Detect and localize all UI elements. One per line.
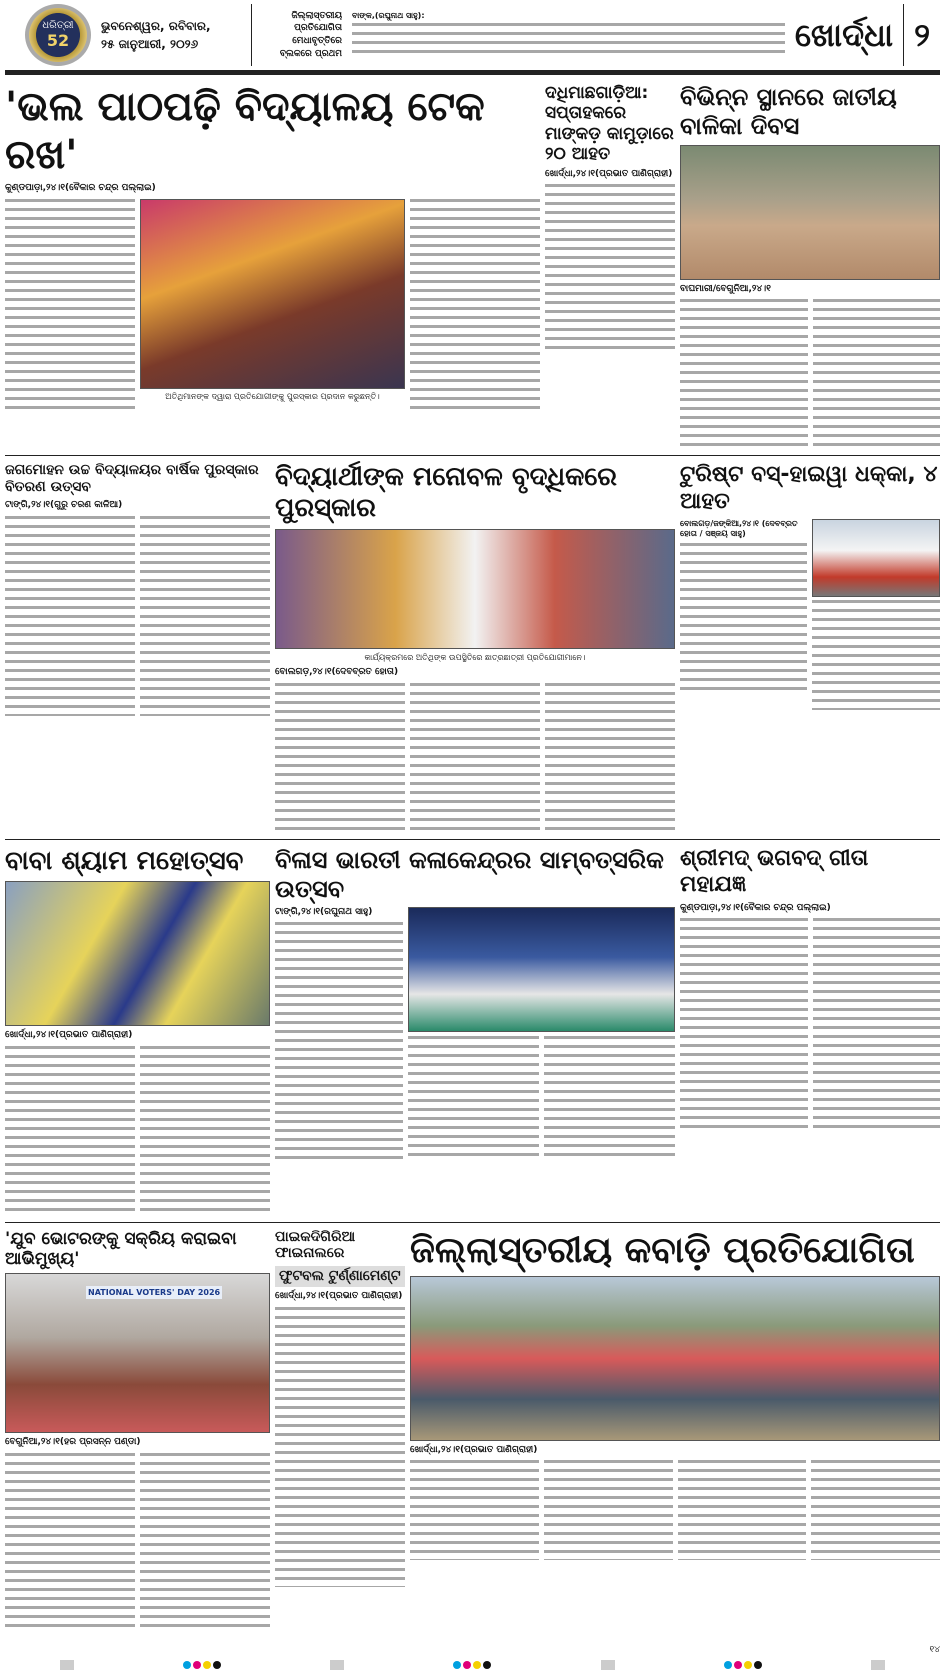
byline: ଖୋର୍ଦ୍ଧା,୨୪।୧(ପ୍ରଭାତ ପାଣିଗ୍ରାହୀ) bbox=[410, 1444, 538, 1455]
headline: ଶ୍ରୀମଦ୍ ଭଗବଦ୍ ଗୀତା ମହାଯଜ୍ଞ bbox=[680, 845, 869, 898]
students-award-photo bbox=[275, 529, 675, 649]
article-text bbox=[544, 1460, 673, 1560]
article-text bbox=[813, 918, 941, 1128]
dateline bbox=[101, 17, 241, 53]
photo-caption: କାର୍ଯ୍ୟକ୍ରମରେ ଅତିଥିଙ୍କ ଉପସ୍ଥିତିରେ ଛାତ୍ରଛାତ୍ରୀ ପ୍ରତିଯୋଗୀମାନେ। bbox=[364, 652, 586, 662]
headline: ଜଗମୋହନ ଉଚ୍ଚ ବିଦ୍ୟାଳୟର ବାର୍ଷିକ ପୁରସ୍କାର ବିତରଣ ଉତ୍ସବ bbox=[5, 462, 259, 496]
story-student-morale bbox=[275, 462, 675, 832]
headline: 'ଯୁବ ଭୋଟରଙ୍କୁ ସକ୍ରିୟ କରାଇବା ଆଭିମୁଖ୍ୟ' bbox=[5, 1228, 237, 1269]
voters-day-photo bbox=[5, 1273, 270, 1433]
kabaddi-photo bbox=[410, 1276, 940, 1441]
headline: ଜିଲ୍ଲାସ୍ତରୀୟ କବାଡ଼ି ପ୍ରତିଯୋଗିତା bbox=[410, 1229, 915, 1271]
article-text bbox=[811, 1460, 940, 1560]
article-text bbox=[544, 1036, 675, 1161]
byline: କୁଣ୍ଡପାଡ଼ା,୨୪।୧(ବୈକାର ଚନ୍ଦ୍ର ପଲ୍ଲାଇ) bbox=[680, 902, 831, 913]
byline: କୁଣ୍ଡପାଡ଼ା,୨୪।୧(ବୈକାର ଚନ୍ଦ୍ର ପଲ୍ଲାଇ) bbox=[5, 183, 156, 193]
divider bbox=[903, 4, 904, 66]
headline: ଦଧିମାଛଗାଡ଼ିଆ: ସପ୍ତାହକରେ ମାଙ୍କଡ଼ କାମୁଡ଼ାରେ ୨୦ ଆହତ bbox=[545, 83, 674, 165]
story-kabaddi bbox=[410, 1229, 940, 1561]
divider bbox=[5, 455, 940, 456]
article-text bbox=[410, 683, 540, 833]
story-voters-day bbox=[5, 1229, 270, 1633]
masthead bbox=[5, 4, 940, 75]
article-text bbox=[545, 184, 675, 354]
article-text bbox=[275, 1307, 405, 1587]
article-text bbox=[5, 1453, 135, 1633]
story-monkey-bite bbox=[545, 83, 675, 354]
banner-text: NATIONAL VOTERS' DAY 2026 bbox=[88, 1288, 221, 1298]
masthead-logo bbox=[25, 4, 91, 66]
headline: ବିଳାସ ଭାରତୀ କଳାକେନ୍ଦ୍ରର ସାମ୍ବତ୍ସରିକ ଉତ୍ସବ bbox=[275, 845, 664, 903]
divider bbox=[5, 1222, 940, 1223]
article-text bbox=[680, 299, 808, 449]
article-text bbox=[680, 918, 808, 1128]
article-text bbox=[545, 683, 675, 833]
byline: ବେଗୁନିଆ,୨୪।୧(ହର ପ୍ରସନ୍ନ ପଣ୍ଡା) bbox=[5, 1437, 141, 1448]
headline: ଟୁରିଷ୍ଟ ବସ୍-ହାଇୱା ଧକ୍କା, ୪ ଆହତ bbox=[680, 462, 938, 514]
registration-marks bbox=[5, 1660, 940, 1670]
article-text bbox=[410, 1460, 539, 1560]
baba-shyam-photo bbox=[5, 881, 270, 1026]
divider bbox=[5, 839, 940, 840]
article-text bbox=[680, 543, 807, 693]
story-football bbox=[275, 1229, 405, 1587]
headline: ଫୁଟବଲ ଟୁର୍ଣ୍ଣାମେଣ୍ଟ bbox=[275, 1266, 405, 1287]
brief-title: ଜିଲ୍ଲାସ୍ତରୀୟ ପ୍ରତିଯୋଗିତା ମେଧାବୃତ୍ତିରେ ବ୍ଲକରେ ପ୍ରଥମ bbox=[279, 10, 342, 59]
award-photo bbox=[140, 199, 405, 389]
byline: ବାଘମାରୀ/ବେଗୁନିଆ,୨୪।୧ bbox=[680, 283, 771, 294]
headline: ବାବା ଶ୍ୟାମ ମହୋତ୍ସବ bbox=[5, 845, 244, 876]
story-bilasa-bharati bbox=[275, 846, 675, 1162]
byline: ଟାଙ୍ଗି,୨୪।୧(ଗୁରୁ ଚରଣ କାଳିଆ) bbox=[5, 499, 123, 510]
article-text bbox=[410, 199, 540, 414]
page-number: ୨ bbox=[914, 15, 930, 54]
story-girl-child-day bbox=[680, 83, 940, 449]
article-text bbox=[678, 1460, 807, 1560]
headline: ବିଭିନ୍ନ ସ୍ଥାନରେ ଜାତୀୟ ବାଳିକା ଦିବସ bbox=[680, 83, 897, 140]
logo-years: 52 bbox=[46, 31, 70, 50]
article-text bbox=[5, 1046, 135, 1216]
headline: 'ଭଲ ପାଠପଢ଼ି ବିଦ୍ୟାଳୟ ଟେକ ରଖ' bbox=[5, 84, 485, 178]
article-text bbox=[812, 600, 940, 710]
byline: ଖୋର୍ଦ୍ଧା,୨୪।୧(ପ୍ରଭାତ ପାଣିଗ୍ରାହୀ) bbox=[5, 1029, 133, 1040]
divider bbox=[251, 4, 252, 66]
article-text bbox=[5, 516, 135, 716]
article-text bbox=[275, 683, 405, 833]
headline: ବିଦ୍ୟାର୍ଥୀଙ୍କ ମନୋବଳ ବୃଦ୍ଧିକରେ ପୁରସ୍କାର bbox=[275, 462, 618, 524]
cultural-program-photo bbox=[408, 907, 675, 1032]
article-text bbox=[140, 1046, 270, 1216]
story-jagamohan-school bbox=[5, 462, 270, 715]
article-text bbox=[140, 516, 270, 716]
section-name: ଖୋର୍ଦ୍ଧା bbox=[794, 15, 894, 54]
byline: ବୋଲଗଡ଼,୨୪।୧(ଦେବବ୍ରତ ହୋତା) bbox=[275, 667, 399, 678]
story-school-award bbox=[5, 83, 540, 414]
article-text bbox=[5, 199, 135, 414]
story-gita-yagna bbox=[680, 846, 940, 1128]
byline: ଟାଙ୍ଗି,୨୪।୧(ରଘୁନାଥ ସାହୁ) bbox=[275, 907, 373, 918]
article-text bbox=[813, 299, 941, 449]
article-text bbox=[275, 922, 403, 1162]
footer-page-number: ୧୪ bbox=[929, 1645, 940, 1656]
article-text bbox=[140, 1453, 270, 1633]
story-baba-shyam bbox=[5, 846, 270, 1216]
bus-accident-photo bbox=[812, 519, 940, 597]
kicker: ପାଇକଦିଗିରିଆ ଫାଇନାଲରେ bbox=[275, 1228, 356, 1262]
girls-day-photo bbox=[680, 145, 940, 280]
brief-byline: ବାଙ୍କ,(ରଘୁନାଥ ସାହୁ): bbox=[352, 11, 425, 20]
city-day: ଭୁବନେଶ୍ୱର, ରବିବାର, bbox=[101, 19, 211, 33]
photo-caption: ଅତିଥିମାନଙ୍କ ଦ୍ୱାରା ପ୍ରତିଯୋଗୀଙ୍କୁ ପୁରସ୍କାର ପ୍ରଦାନ କରୁଛନ୍ତି। bbox=[165, 391, 380, 401]
byline: ଖୋର୍ଦ୍ଧା,୨୪।୧(ପ୍ରଭାତ ପାଣିଗ୍ରାହୀ) bbox=[545, 168, 673, 179]
brief-text bbox=[352, 23, 785, 59]
story-bus-accident bbox=[680, 462, 940, 710]
byline: ଖୋର୍ଦ୍ଧା,୨୪।୧(ପ୍ରଭାତ ପାଣିଗ୍ରାହୀ) bbox=[275, 1291, 403, 1301]
brief bbox=[352, 11, 785, 59]
logo-name: ଧରିତ୍ରୀ bbox=[42, 20, 74, 31]
article-text bbox=[408, 1036, 539, 1161]
byline: ବୋଲଗଡ଼/ଜଙ୍କିଆ,୨୪।୧ (ଦେବବ୍ରତ ହୋତା / ସଞ୍ଜୟ ସାହୁ) bbox=[680, 519, 798, 539]
issue-date: ୨୫ ଜାନୁଆରୀ, ୨୦୨୬ bbox=[101, 37, 199, 51]
